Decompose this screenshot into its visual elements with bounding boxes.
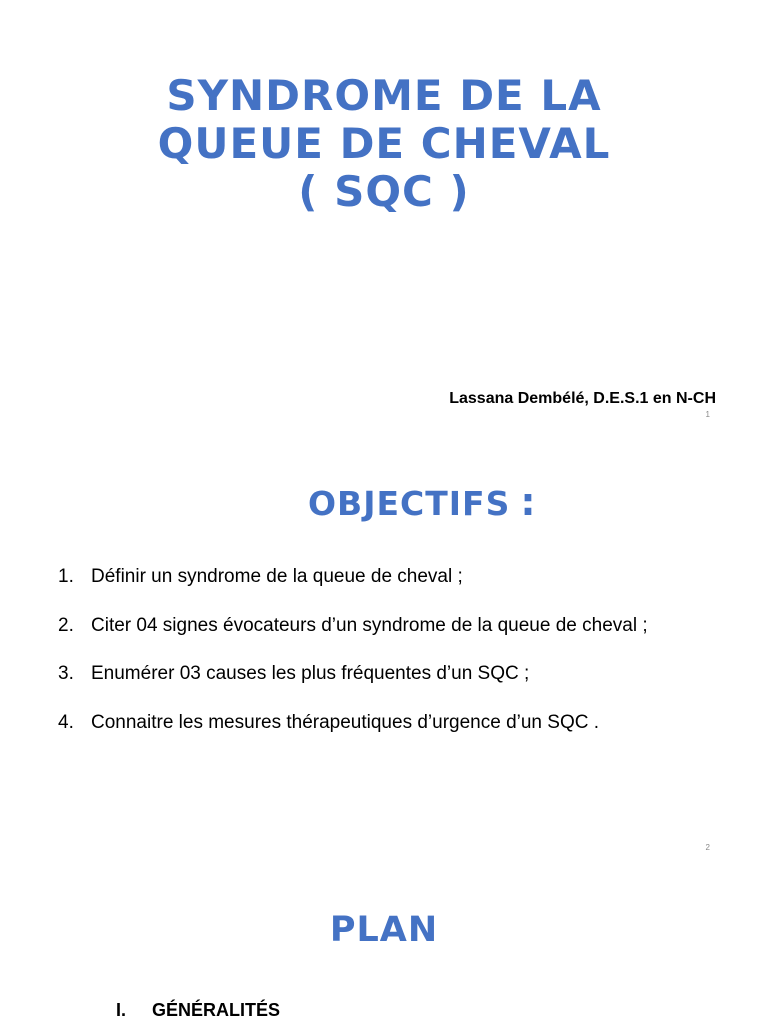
list-item [58,566,648,615]
list-item [58,712,648,761]
plan-item-number: I. [116,1000,127,1020]
plan-item-text: GÉNÉRALITÉS [152,1000,281,1020]
slide-plan [0,860,768,1024]
slide-title [0,0,768,430]
title-line: QUEUE DE CHEVAL [157,119,611,168]
list-item [58,663,648,712]
page-number: 2 [705,843,710,852]
list-text: Connaitre les mesures thérapeutiques d’urgence d’un SQC . [91,711,600,733]
page-number: 1 [705,410,710,419]
list-text: Citer 04 signes évocateurs d’un syndrome de la queue de cheval ; [91,614,648,636]
title-line: ( SQC ) [298,167,470,216]
plan-item [116,1000,280,1021]
title-line: SYNDROME DE LA [166,71,602,120]
objectives-heading [308,480,537,524]
list-number: 3. [58,663,74,684]
list-item [58,615,648,664]
slide-objectives [0,430,768,860]
plan-heading: PLAN [329,910,439,950]
objectives-heading-text: OBJECTIFS [308,484,511,523]
objectives-list [58,566,648,760]
list-text: Définir un syndrome de la queue de cheval ; [91,566,463,587]
objectives-heading-colon: : [520,480,537,524]
presentation-title [0,72,768,216]
list-number: 1. [58,566,74,587]
list-number: 2. [58,614,74,636]
list-number: 4. [58,711,74,733]
author-line: Lassana Dembélé, D.E.S.1 en N-CH [449,390,716,407]
list-text: Enumérer 03 causes les plus fréquentes d’un SQC ; [91,663,530,684]
